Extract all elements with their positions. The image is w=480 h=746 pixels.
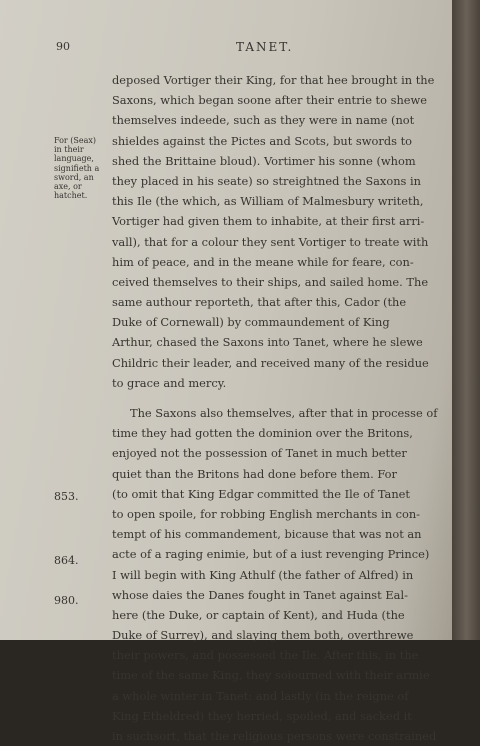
gloss-line: axe, or [54,182,82,192]
text-line: ceived themselves to their ships, and sailed home. The [112,274,429,289]
text-line: quiet than the Britons had done before them. For [112,466,397,481]
text-line: same authour reporteth, that after this, Cador (the [112,295,407,310]
text-line: their powers, and possessed the Ile. After this, in the [112,648,419,663]
body-text [112,70,438,746]
text-line: acte of a raging enimie, but of a iust revenging Prince) [112,547,430,562]
text-line: vall), that for a colour they sent Vortiger to treate with [112,234,429,249]
gloss-line: hatchet. [54,191,88,201]
page-number: 90 [56,40,70,53]
text-line: Duke of Surrey), and slaying them both, overthrewe [112,628,414,643]
text-line: Duke of Cornewall) by commaundement of King [112,315,390,330]
text-line: a whole winter in Tanet: and lastly (in the reigne of [112,688,409,703]
text-line: Childric their leader, and received many of the residue [112,355,429,370]
text-line: The Saxons also themselves, after that in processe of [130,406,438,420]
text-line: shed the Brittaine bloud). Vortimer his sonne (whom [112,153,416,168]
paragraph-gap [112,393,412,403]
gloss-line: sword, an [54,172,94,182]
margin-gloss [54,136,114,200]
text-line: in suchsort, that the religious persons were constrained [112,729,437,743]
margin-year: 980. [54,594,79,607]
text-line: (to omit that King Edgar committed the Ile of Tanet [112,486,410,501]
text-line: themselves indeede, such as they were in name (not [112,113,415,128]
gloss-line: language, [54,154,94,164]
text-line: King Etheldred) they herried, spoiled, and sacked it [112,708,412,723]
text-line: deposed Vortiger their King, for that hee brought in the [112,73,435,87]
text-line: enjoyed not the possession of Tanet in much better [112,446,407,461]
text-line: time they had gotten the dominion over the Britons, [112,426,413,441]
text-line: time of the same King, they soiourned with their armie [112,668,430,683]
text-line: Arthur, chased the Saxons into Tanet, where he slewe [112,335,423,350]
text-line: to open spoile, for robbing English merchants in con- [112,506,421,521]
text-line: shieldes against the Pictes and Scots, but swords to [112,133,413,148]
text-line: here (the Duke, or captain of Kent), and Huda (the [112,607,405,622]
running-head: TANET. [236,40,294,54]
text-line: to grace and mercy. [112,375,227,390]
gloss-line: signifieth a [54,163,100,173]
text-line: him of peace, and in the meane while for feare, con- [112,254,414,269]
text-line: this Ile (the which, as William of Malmesbury writeth, [112,194,424,209]
margin-year: 853. [54,490,79,503]
gloss-line: in their [54,145,84,155]
text-line: Vortiger had given them to inhabite, at their first arri- [112,214,425,229]
gloss-line: For (Seax) [54,136,97,145]
margin-year: 864. [54,554,79,567]
page-header [56,40,392,60]
text-line: tempt of his commandement, bicause that was not an [112,527,422,542]
text-line: Saxons, which began soone after their entrie to shewe [112,93,428,108]
text-line: whose daies the Danes fought in Tanet against Eal- [112,587,408,602]
text-line: they placed in his seate) so streightned the Saxons in [112,173,421,188]
text-line: I will begin with King Athulf (the father of Alfred) in [112,567,414,582]
